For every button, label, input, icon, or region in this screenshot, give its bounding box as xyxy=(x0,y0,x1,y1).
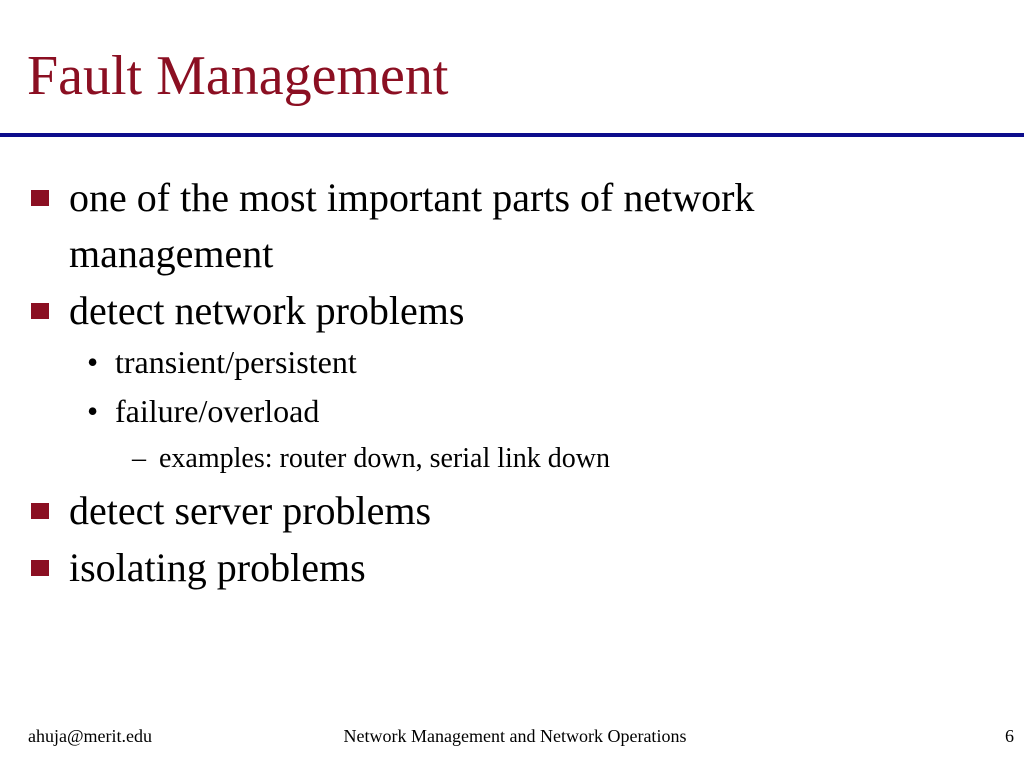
square-bullet-icon xyxy=(31,190,49,206)
footer-course-title: Network Management and Network Operations xyxy=(343,726,687,746)
bullet-text: detect server problems xyxy=(69,488,432,533)
sub-sub-bullet-text: examples: router down, serial link down xyxy=(159,443,611,474)
round-bullet-icon: • xyxy=(87,393,99,429)
round-bullet-icon: • xyxy=(87,344,99,380)
title-divider xyxy=(0,133,1024,137)
sub-bullet-text: failure/overload xyxy=(115,393,320,429)
bullet-text: isolating problems xyxy=(69,545,366,590)
bullet-text-line1: one of the most important parts of network xyxy=(69,175,755,220)
footer-page-number: 6 xyxy=(1005,726,1014,746)
dash-bullet-icon: – xyxy=(132,443,146,474)
square-bullet-icon xyxy=(31,560,49,576)
sub-bullet-text: transient/persistent xyxy=(115,344,357,380)
footer-email: ahuja@merit.edu xyxy=(28,726,153,746)
square-bullet-icon xyxy=(31,303,49,319)
bullet-text-line2: management xyxy=(69,231,274,276)
slide-title: Fault Management xyxy=(27,45,449,107)
bullet-text: detect network problems xyxy=(69,288,465,333)
square-bullet-icon xyxy=(31,503,49,519)
